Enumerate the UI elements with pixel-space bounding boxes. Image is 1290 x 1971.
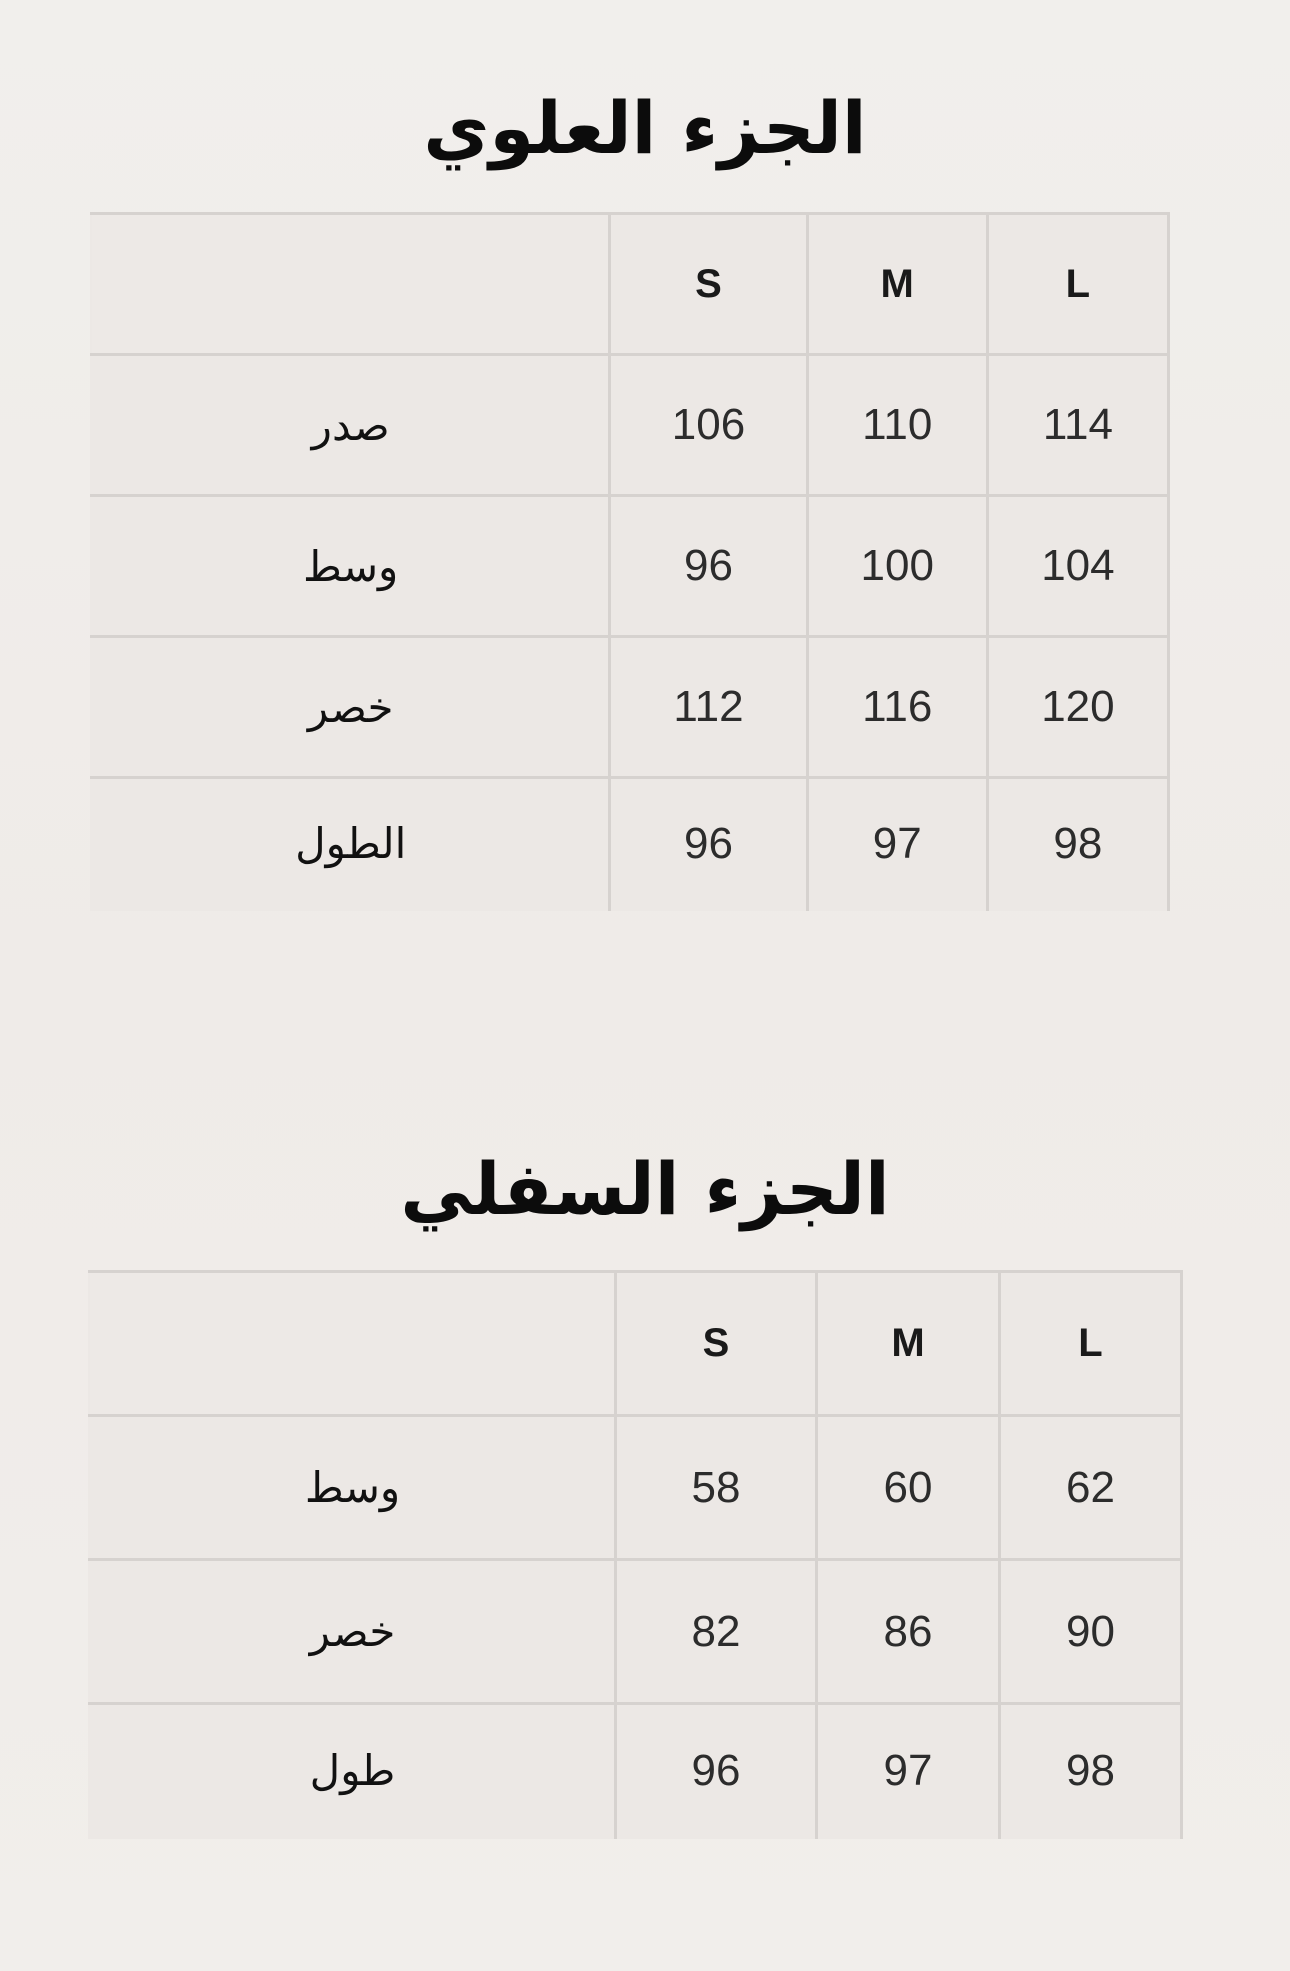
value-cell: 114 <box>987 355 1168 496</box>
table-row <box>90 1416 1182 1560</box>
value-cell: 82 <box>616 1560 817 1704</box>
value-cell: 96 <box>610 778 807 910</box>
row-label-length: الطول <box>92 778 610 910</box>
value-cell: 120 <box>987 637 1168 778</box>
value-cell: 58 <box>616 1416 817 1560</box>
top-size-table <box>90 212 1170 911</box>
size-header-m: M <box>817 1272 1000 1416</box>
bottom-section-title: الجزء السفلي <box>400 1147 890 1231</box>
table-header-row <box>90 1272 1182 1416</box>
table-row <box>92 355 1169 496</box>
size-header-s: S <box>610 214 807 355</box>
value-cell: 106 <box>610 355 807 496</box>
header-blank-cell <box>90 1272 616 1416</box>
value-cell: 90 <box>1000 1560 1182 1704</box>
value-cell: 112 <box>610 637 807 778</box>
value-cell: 62 <box>1000 1416 1182 1560</box>
size-header-l: L <box>1000 1272 1182 1416</box>
value-cell: 96 <box>616 1704 817 1838</box>
value-cell: 100 <box>807 496 987 637</box>
value-cell: 97 <box>807 778 987 910</box>
value-cell: 110 <box>807 355 987 496</box>
size-header-m: M <box>807 214 987 355</box>
bottom-size-table <box>88 1270 1183 1839</box>
size-header-s: S <box>616 1272 817 1416</box>
header-blank-cell <box>92 214 610 355</box>
value-cell: 98 <box>987 778 1168 910</box>
value-cell: 86 <box>817 1560 1000 1704</box>
row-label-hip: خصر <box>90 1560 616 1704</box>
size-header-l: L <box>987 214 1168 355</box>
value-cell: 104 <box>987 496 1168 637</box>
table-row <box>92 496 1169 637</box>
row-label-waist: وسط <box>90 1416 616 1560</box>
value-cell: 116 <box>807 637 987 778</box>
table-row <box>90 1560 1182 1704</box>
row-label-hip: خصر <box>92 637 610 778</box>
row-label-waist: وسط <box>92 496 610 637</box>
table-row <box>92 778 1169 910</box>
value-cell: 60 <box>817 1416 1000 1560</box>
top-section-title: الجزء العلوي <box>423 86 867 170</box>
row-label-chest: صدر <box>92 355 610 496</box>
table-row <box>92 637 1169 778</box>
row-label-length: طول <box>90 1704 616 1838</box>
table-row <box>90 1704 1182 1838</box>
value-cell: 96 <box>610 496 807 637</box>
value-cell: 97 <box>817 1704 1000 1838</box>
table-header-row <box>92 214 1169 355</box>
value-cell: 98 <box>1000 1704 1182 1838</box>
